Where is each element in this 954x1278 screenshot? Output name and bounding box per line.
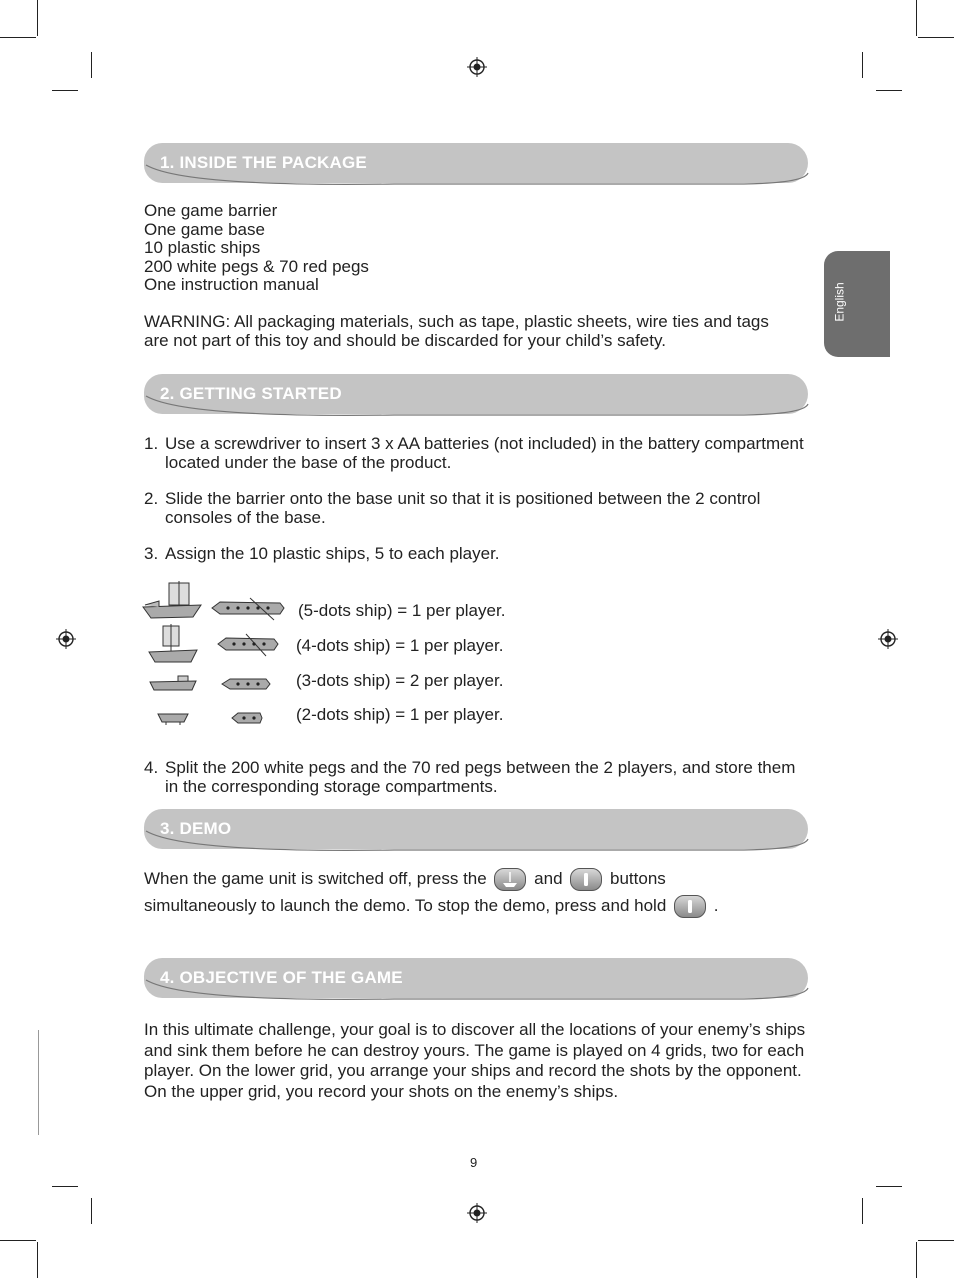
crop-mark xyxy=(862,1198,863,1224)
crop-mark xyxy=(37,1242,38,1278)
objective-paragraph: In this ultimate challenge, your goal is to discover all the locations of your enemy’s ships and sink them before he can destroy yours. The game is played on 4 grids, two for each player. On the lower grid, you arrange your ships and record the shots by the opponent. On the upper grid, you record your shots on the enemy’s ships. xyxy=(144,1020,806,1101)
crop-mark xyxy=(0,37,36,38)
package-list xyxy=(144,202,804,295)
section-banner xyxy=(144,143,810,191)
section-banner xyxy=(144,958,810,1006)
sailing-ship-icon xyxy=(141,581,203,621)
ship-label: (3-dots ship) = 2 per player. xyxy=(296,671,504,690)
crop-mark xyxy=(916,1242,917,1278)
demo-line-2 xyxy=(144,895,719,918)
demo-text: When the game unit is switched off, press the xyxy=(144,868,487,888)
demo-text: . xyxy=(713,895,719,915)
crop-mark xyxy=(918,37,954,38)
language-tab-label: English xyxy=(832,282,847,322)
page-number: 9 xyxy=(470,1155,478,1170)
crop-mark xyxy=(37,0,38,36)
step-text: Split the 200 white pegs and the 70 red pegs between the 2 players, and store them in the corresponding storage compartments. xyxy=(165,758,796,796)
section-title: 1. INSIDE THE PACKAGE xyxy=(160,153,367,172)
crop-mark xyxy=(876,1186,902,1187)
registration-mark-icon xyxy=(467,57,487,77)
section-title: 2. GETTING STARTED xyxy=(160,384,342,403)
crop-mark xyxy=(52,90,78,91)
registration-mark-icon xyxy=(467,1203,487,1223)
ship-label: (4-dots ship) = 1 per player. xyxy=(296,636,504,655)
peg-button-icon xyxy=(570,868,602,891)
ship-label: (2-dots ship) = 1 per player. xyxy=(296,705,504,724)
step-text: Assign the 10 plastic ships, 5 to each player. xyxy=(165,544,500,563)
step-text: Slide the barrier onto the base unit so that it is positioned between the 2 control consoles of the base. xyxy=(165,489,761,527)
crop-mark xyxy=(38,1030,39,1135)
demo-line-1 xyxy=(144,868,666,891)
small-boat-icon xyxy=(156,710,190,726)
registration-mark-icon xyxy=(56,629,76,649)
step-number: 1. xyxy=(144,434,159,453)
section-banner xyxy=(144,374,810,422)
registration-mark-icon xyxy=(878,629,898,649)
crop-mark xyxy=(916,0,917,36)
ship-label: (5-dots ship) = 1 per player. xyxy=(298,601,506,620)
crop-mark xyxy=(52,1186,78,1187)
demo-text: simultaneously to launch the demo. To stop the demo, press and hold xyxy=(144,895,667,915)
crop-mark xyxy=(862,52,863,78)
step-text: Use a screwdriver to insert 3 x AA batteries (not included) in the battery compartment located under the base of the product. xyxy=(165,434,804,472)
step-number: 4. xyxy=(144,758,159,777)
crop-mark xyxy=(876,90,902,91)
cargo-ship-icon xyxy=(148,674,198,694)
section-title: 3. DEMO xyxy=(160,819,232,838)
step-number: 3. xyxy=(144,544,159,563)
sailing-ship-icon xyxy=(147,624,199,664)
battleship-5-icon xyxy=(210,596,286,622)
battleship-4-icon xyxy=(216,632,280,658)
crop-mark xyxy=(91,1198,92,1224)
demo-text: buttons xyxy=(610,868,666,888)
crop-mark xyxy=(0,1240,36,1241)
section-banner xyxy=(144,809,810,857)
step-number: 2. xyxy=(144,489,159,508)
section-title: 4. OBJECTIVE OF THE GAME xyxy=(160,968,403,987)
crop-mark xyxy=(918,1240,954,1241)
list-item: One game base xyxy=(144,219,265,239)
submarine-3-icon xyxy=(220,675,272,693)
list-item: One instruction manual xyxy=(144,275,319,294)
list-item: 10 plastic ships xyxy=(144,238,261,257)
list-item: 200 white pegs & 70 red pegs xyxy=(144,256,369,276)
crop-mark xyxy=(91,52,92,78)
ship-button-icon xyxy=(494,868,526,891)
language-tab xyxy=(824,251,890,357)
list-item: One game barrier xyxy=(144,201,278,220)
patrol-boat-2-icon xyxy=(230,710,264,726)
demo-text: and xyxy=(534,868,563,888)
warning-text: WARNING: All packaging materials, such as tape, plastic sheets, wire ties and tags are not part of this toy and should be discarded for your child’s safety. xyxy=(144,312,769,350)
peg-button-icon xyxy=(674,895,706,918)
